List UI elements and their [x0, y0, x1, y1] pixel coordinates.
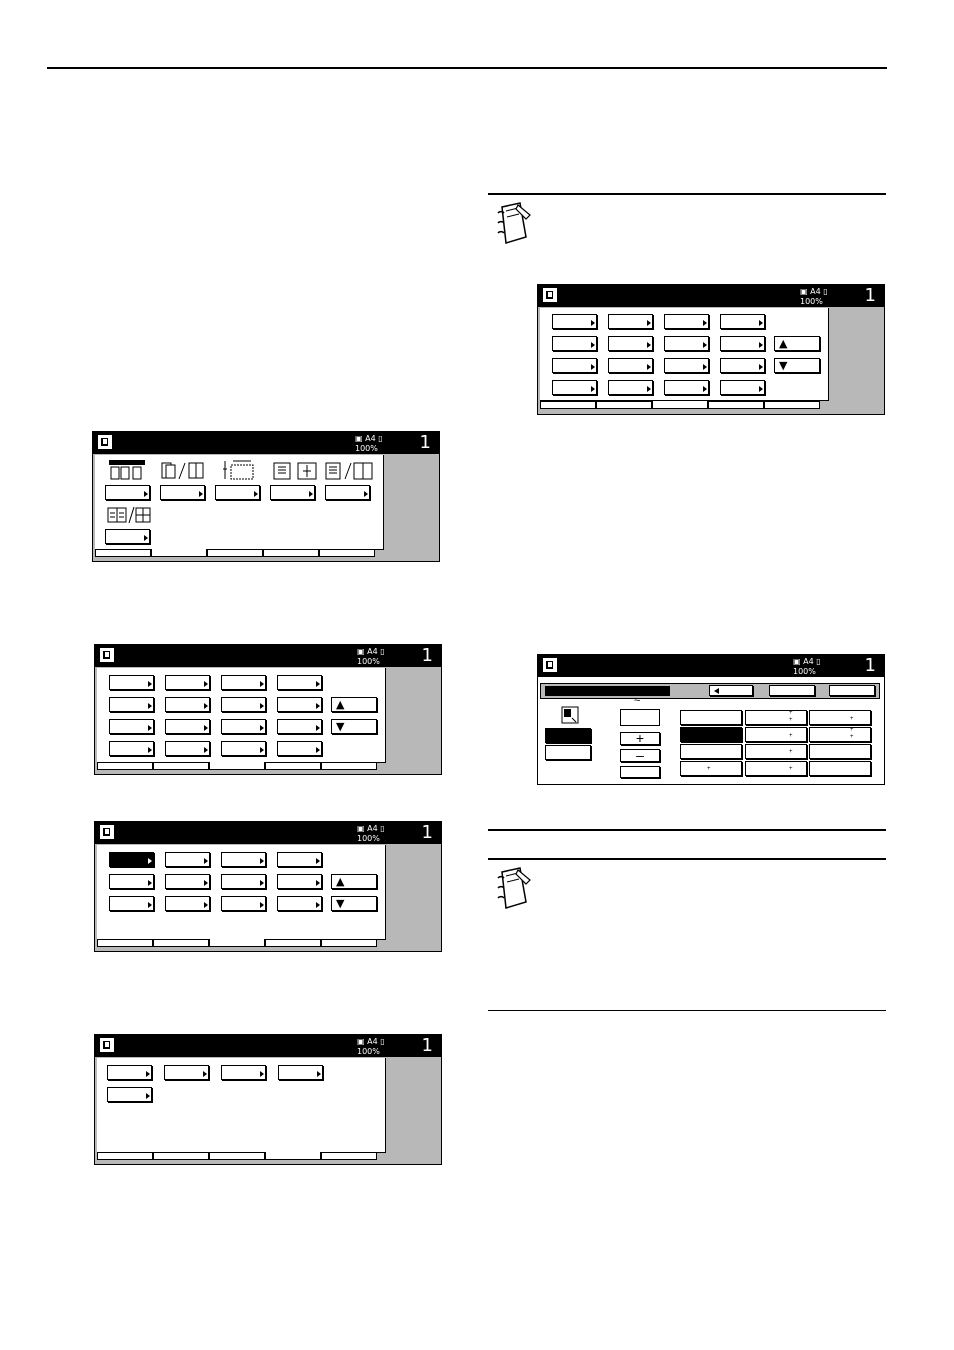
grid-button[interactable]	[277, 741, 322, 756]
panel-body	[97, 845, 386, 940]
size-option[interactable]	[809, 761, 871, 776]
tab-5[interactable]	[321, 1152, 377, 1160]
function-button-4[interactable]	[270, 485, 315, 500]
function-button-3[interactable]	[215, 485, 260, 500]
split-icon	[107, 506, 151, 527]
scroll-up-button[interactable]: ▲	[331, 697, 377, 712]
grid-button[interactable]	[221, 896, 266, 911]
grid-button[interactable]	[221, 852, 266, 867]
scroll-down-button[interactable]: ▼	[774, 358, 820, 373]
tab-5[interactable]	[764, 401, 820, 409]
panel-body	[95, 455, 384, 550]
panel-header	[95, 822, 441, 844]
close-button[interactable]	[829, 685, 875, 696]
note-rule-top-2	[488, 858, 886, 860]
size-option[interactable]: + +	[745, 710, 807, 725]
size-option[interactable]: + +	[809, 727, 871, 742]
grid-button[interactable]	[165, 896, 210, 911]
status-paper: ▣ A4 ▯	[800, 287, 828, 296]
grid-button[interactable]	[720, 380, 765, 395]
original-icon	[98, 435, 112, 449]
function-button-2[interactable]	[160, 485, 205, 500]
original-icon	[543, 658, 557, 672]
status-paper: ▣ A4 ▯	[793, 657, 821, 666]
grid-button-selected[interactable]	[109, 852, 154, 867]
status-zoom: 100%	[357, 657, 380, 666]
scroll-up-button[interactable]: ▲	[331, 874, 377, 889]
touch-panel-adjust	[537, 654, 885, 785]
size-option[interactable]: +	[809, 710, 871, 725]
back-arrow-icon	[713, 687, 721, 695]
grid-button[interactable]	[109, 697, 154, 712]
grid-button[interactable]	[608, 314, 653, 329]
grid-button[interactable]	[221, 874, 266, 889]
touch-panel-functions	[92, 431, 440, 562]
grid-button[interactable]	[608, 358, 653, 373]
note-pad-icon-2	[492, 866, 532, 914]
grid-button[interactable]	[109, 719, 154, 734]
grid-button[interactable]	[664, 314, 709, 329]
grid-button[interactable]	[221, 675, 266, 690]
original-icon	[100, 1038, 114, 1052]
tab-3[interactable]	[209, 1152, 265, 1160]
touch-panel-grid-d	[537, 284, 885, 415]
panel-body	[540, 308, 829, 401]
status-paper: ▣ A4 ▯	[355, 434, 383, 443]
grid-button[interactable]	[165, 852, 210, 867]
grid-button[interactable]	[664, 380, 709, 395]
panel-header	[538, 285, 884, 307]
tab-3[interactable]	[209, 939, 265, 947]
note-rule-section	[488, 829, 886, 831]
grid-button[interactable]	[608, 336, 653, 351]
note-rule-top-1	[488, 193, 886, 195]
tab-2[interactable]	[153, 939, 209, 947]
grid-button[interactable]	[221, 1065, 266, 1080]
grid-button[interactable]	[109, 874, 154, 889]
status-paper: ▣ A4 ▯	[357, 824, 385, 833]
tab-5[interactable]	[319, 549, 375, 557]
panel-header	[538, 655, 884, 677]
original-icon	[100, 648, 114, 662]
size-option[interactable]: +	[745, 761, 807, 776]
grid-button[interactable]	[109, 896, 154, 911]
grid-button[interactable]	[278, 1065, 323, 1080]
grid-button[interactable]	[277, 874, 322, 889]
panel-body	[97, 668, 386, 763]
minus-button[interactable]: –	[620, 749, 660, 762]
grid-button[interactable]	[277, 697, 322, 712]
scroll-down-button[interactable]: ▼	[331, 719, 377, 734]
status-paper: ▣ A4 ▯	[357, 647, 385, 656]
manual-button[interactable]	[545, 745, 591, 760]
copy-count: 1	[421, 822, 433, 843]
copy-count: 1	[864, 655, 876, 676]
range-tilde: ~	[634, 695, 641, 707]
grid-button[interactable]	[720, 314, 765, 329]
value-display	[620, 709, 660, 726]
status-zoom: 100%	[357, 834, 380, 843]
grid-button[interactable]	[109, 675, 154, 690]
tab-5[interactable]	[321, 939, 377, 947]
tab-2[interactable]	[596, 401, 652, 409]
unit-button[interactable]	[620, 766, 660, 778]
size-option[interactable]	[680, 744, 742, 759]
grid-button[interactable]	[720, 336, 765, 351]
tab-3[interactable]	[209, 762, 265, 770]
grid-button[interactable]	[664, 358, 709, 373]
copy-count: 1	[864, 285, 876, 306]
touch-panel-grid-b	[94, 821, 442, 952]
margin-icon	[221, 459, 257, 484]
grid-button[interactable]	[277, 896, 322, 911]
tab-1[interactable]	[97, 939, 153, 947]
header-rule	[47, 67, 887, 69]
tab-1[interactable]	[97, 1152, 153, 1160]
tab-3[interactable]	[207, 549, 263, 557]
tab-4[interactable]	[263, 549, 319, 557]
tab-2[interactable]	[153, 762, 209, 770]
note-pad-icon	[492, 201, 532, 249]
status-zoom: 100%	[355, 444, 378, 453]
size-option-selected[interactable]	[680, 727, 742, 742]
grid-button[interactable]	[221, 697, 266, 712]
grid-button[interactable]	[165, 874, 210, 889]
status-zoom: 100%	[800, 297, 823, 306]
panel-body	[97, 1058, 386, 1153]
tab-3[interactable]	[652, 401, 708, 409]
grid-button[interactable]	[164, 1065, 209, 1080]
function-button-1[interactable]	[105, 485, 150, 500]
scroll-down-button[interactable]: ▼	[331, 896, 377, 911]
size-option[interactable]	[680, 710, 742, 725]
tab-5[interactable]	[321, 762, 377, 770]
size-option[interactable]: +	[745, 727, 807, 742]
grid-button[interactable]	[221, 741, 266, 756]
original-icon	[543, 288, 557, 302]
tab-1[interactable]	[540, 401, 596, 409]
tab-2[interactable]	[151, 549, 207, 557]
tab-4[interactable]	[708, 401, 764, 409]
centering-icon	[273, 462, 319, 483]
grid-button[interactable]	[552, 358, 597, 373]
grid-button[interactable]	[720, 358, 765, 373]
grid-button[interactable]	[552, 314, 597, 329]
combine-icon	[325, 462, 373, 483]
touch-panel-grid-c	[94, 1034, 442, 1165]
grid-button[interactable]	[221, 719, 266, 734]
grid-button[interactable]	[552, 380, 597, 395]
scroll-up-button[interactable]: ▲	[774, 336, 820, 351]
auto-button[interactable]	[545, 728, 591, 743]
cancel-button[interactable]	[769, 685, 815, 696]
copy-count: 1	[421, 1035, 433, 1056]
grid-button[interactable]	[107, 1065, 152, 1080]
back-button[interactable]	[709, 685, 753, 696]
size-option[interactable]	[809, 744, 871, 759]
tab-4[interactable]	[265, 1152, 321, 1160]
grid-button[interactable]	[277, 719, 322, 734]
grid-button[interactable]	[109, 741, 154, 756]
tab-1[interactable]	[97, 762, 153, 770]
original-icon	[100, 825, 114, 839]
panel-header	[95, 1035, 441, 1057]
grid-button[interactable]	[552, 336, 597, 351]
grid-button[interactable]	[165, 719, 210, 734]
copy-count: 1	[421, 645, 433, 666]
status-zoom: 100%	[357, 1047, 380, 1056]
tab-4[interactable]	[265, 762, 321, 770]
adjust-title-bar	[540, 683, 880, 699]
function-button-5[interactable]	[325, 485, 370, 500]
plus-button[interactable]: +	[620, 732, 660, 745]
grid-button[interactable]	[277, 852, 322, 867]
booklet-icon	[161, 462, 205, 483]
grid-button[interactable]	[277, 675, 322, 690]
function-button-6[interactable]	[105, 529, 150, 544]
panel-header	[93, 432, 439, 454]
setting-title-band	[545, 686, 670, 696]
grid-button[interactable]	[165, 675, 210, 690]
panel-header	[95, 645, 441, 667]
touch-panel-grid-a	[94, 644, 442, 775]
tab-1[interactable]	[95, 549, 151, 557]
grid-button[interactable]	[664, 336, 709, 351]
size-option[interactable]: +	[680, 761, 742, 776]
status-paper: ▣ A4 ▯	[357, 1037, 385, 1046]
note-rule-bottom-2	[488, 1010, 886, 1011]
grid-button[interactable]	[107, 1087, 152, 1102]
status-zoom: 100%	[793, 667, 816, 676]
original-size-icon	[561, 706, 579, 724]
copy-count: 1	[419, 432, 431, 453]
size-option[interactable]: +	[745, 744, 807, 759]
page-order-icon	[109, 460, 145, 483]
tab-2[interactable]	[153, 1152, 209, 1160]
grid-button[interactable]	[608, 380, 653, 395]
tab-4[interactable]	[265, 939, 321, 947]
grid-button[interactable]	[165, 697, 210, 712]
grid-button[interactable]	[165, 741, 210, 756]
